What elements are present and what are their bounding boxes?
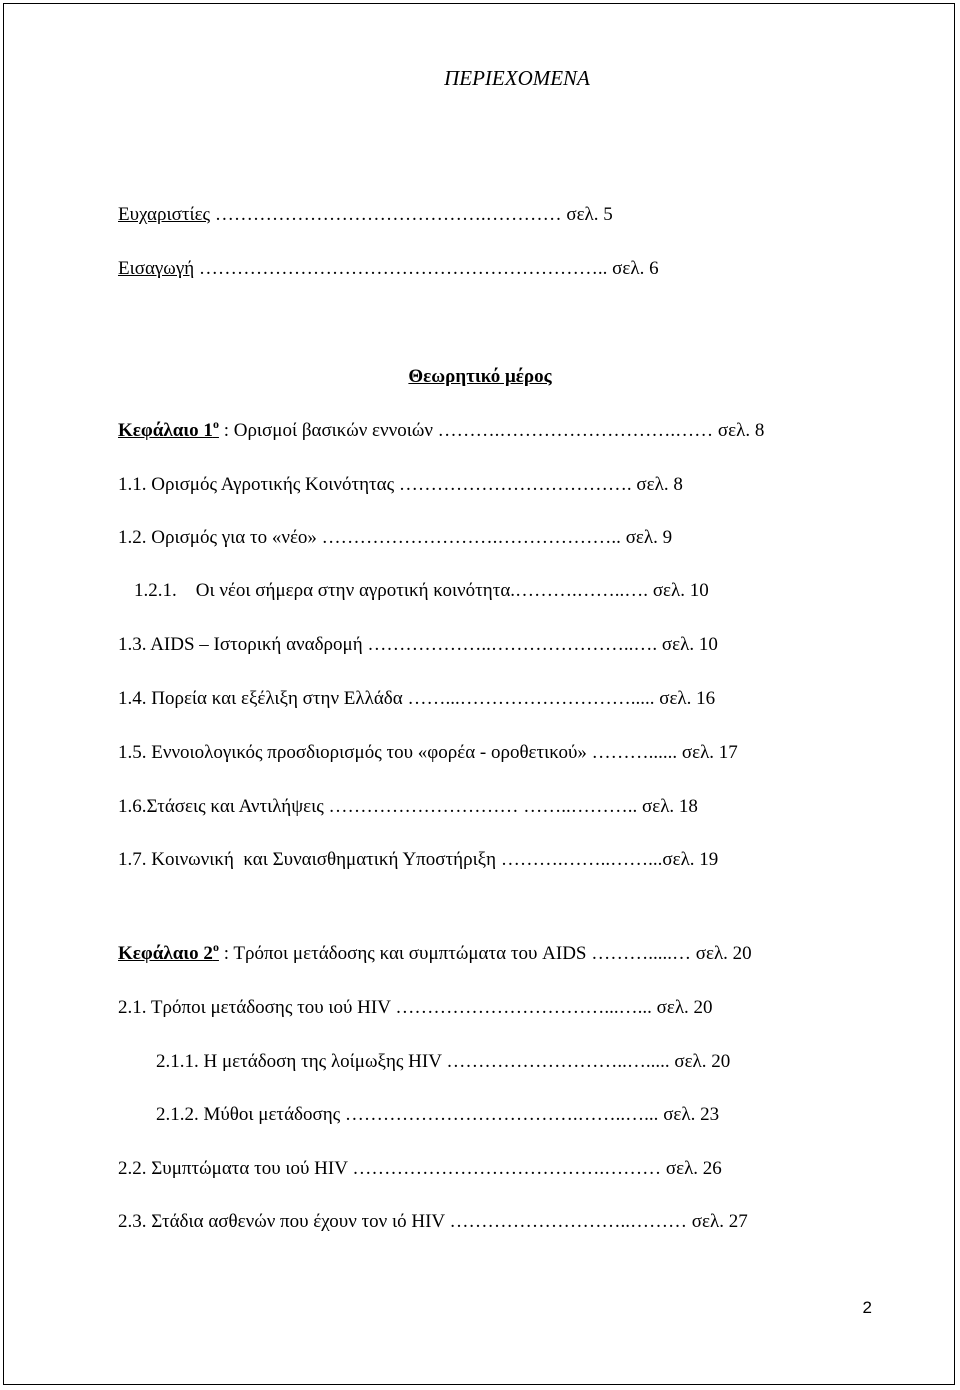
toc-page-ref: σελ. 10 [652,580,709,601]
toc-entry-acknowledgements[interactable] [118,204,613,226]
toc-page-ref: σελ. 20 [674,1051,731,1072]
chapter-1-title: : Ορισμοί βασικών εννοιών ……….……………………….…… [218,420,718,441]
toc-item-1-2[interactable] [118,527,672,549]
toc-item-2-1-1[interactable] [156,1051,730,1073]
toc-item-1-1[interactable] [118,474,683,496]
toc-item-text: 1.2. Ορισμός για το «νέο» ……………………….……………….. [118,527,626,548]
toc-entry-label: Ευχαριστίες [118,204,211,225]
toc-item-2-3[interactable] [118,1211,748,1233]
toc-chapter-2[interactable] [118,940,752,965]
toc-page-ref: σελ. 5 [566,204,613,225]
toc-page-ref: σελ. 6 [612,258,659,279]
toc-leader-dots: …………………………………….………… [210,204,567,225]
toc-page-ref: σελ. 19 [662,849,719,870]
toc-item-1-5[interactable] [118,742,738,764]
chapter-1-label: Κεφάλαιο $1^o$ [118,417,219,441]
toc-item-text: 1.3. AIDS – Ιστορική αναδρομή ………………..…………………..…. [118,634,662,655]
toc-item-2-1-2[interactable] [156,1104,719,1126]
toc-page-ref: σελ. 20 [695,943,752,964]
toc-chapter-1[interactable] [118,417,765,442]
page-title: ΠΕΡΙΕΧΟΜΕΝΑ [444,66,590,90]
toc-item-text: 2.1.2. Μύθοι μετάδοσης ……………………………….……..…... [156,1104,664,1125]
toc-entry-introduction[interactable] [118,258,659,280]
toc-item-2-1[interactable] [118,997,713,1019]
toc-item-1-3[interactable] [118,634,718,656]
toc-item-text: 1.2.1. Οι νέοι σήμερα στην αγροτική κοινότητα.……….……..…. [134,580,653,601]
toc-page-ref: σελ. 20 [656,997,713,1018]
toc-item-text: 1.4. Πορεία και εξέλιξη στην Ελλάδα ……...………………………..... [118,688,660,709]
toc-leader-dots: ……………………………………………………….. [194,258,613,279]
section-heading-text: Θεωρητικό μέρος [408,366,552,387]
toc-page-ref: σελ. 10 [661,634,718,655]
toc-item-1-7[interactable] [118,849,718,871]
toc-item-text: 2.1.1. Η μετάδοση της λοίμωξης HIV ………………………..…..... [156,1051,675,1072]
toc-item-text: 1.7. Κοινωνική και Συναισθηματική Υποστήριξη ……….……..……... [118,849,663,870]
toc-page-ref: σελ. 18 [641,796,698,817]
toc-page-ref: σελ. 17 [681,742,738,763]
toc-item-1-4[interactable] [118,688,715,710]
toc-item-text: 2.1. Τρόποι μετάδοσης του ιού HIV ……………………………...…... [118,997,657,1018]
chapter-2-title: : Τρόποι μετάδοσης και συμπτώματα του AIDS ……….....… [218,943,696,964]
toc-page-ref: σελ. 8 [717,420,765,441]
toc-item-1-2-1[interactable] [134,580,709,602]
toc-item-2-2[interactable] [118,1158,722,1180]
toc-item-text: 2.3. Στάδια ασθενών που έχουν τον ιό HIV ………………………..……… [118,1211,692,1232]
chapter-2-label: Κεφάλαιο $2^o$ [118,940,219,964]
toc-page-ref: σελ. 9 [625,527,673,548]
toc-page-ref: σελ. 26 [665,1158,722,1179]
toc-entry-label: Εισαγωγή [118,258,195,279]
toc-item-text: 1.1. Ορισμός Αγροτικής Κοινότητας ………………………………. [118,474,637,495]
page-number: 2 [862,1298,872,1317]
toc-page-ref: σελ. 8 [636,474,683,495]
toc-page-ref: σελ. 27 [691,1211,748,1232]
toc-item-1-6[interactable] [118,796,698,818]
toc-item-text: 1.6.Στάσεις και Αντιλήψεις ………………………… ……..……….. [118,796,642,817]
toc-item-text: 1.5. Εννοιολογικός προσδιορισμός του «φορέα - οροθετικού» ………...... [118,742,682,763]
toc-page-ref: σελ. 23 [663,1104,720,1125]
toc-page-ref: σελ. 16 [659,688,716,709]
toc-item-text: 2.2. Συμπτώματα του ιού HIV ………………………………….……… [118,1158,666,1179]
section-heading [0,366,960,388]
